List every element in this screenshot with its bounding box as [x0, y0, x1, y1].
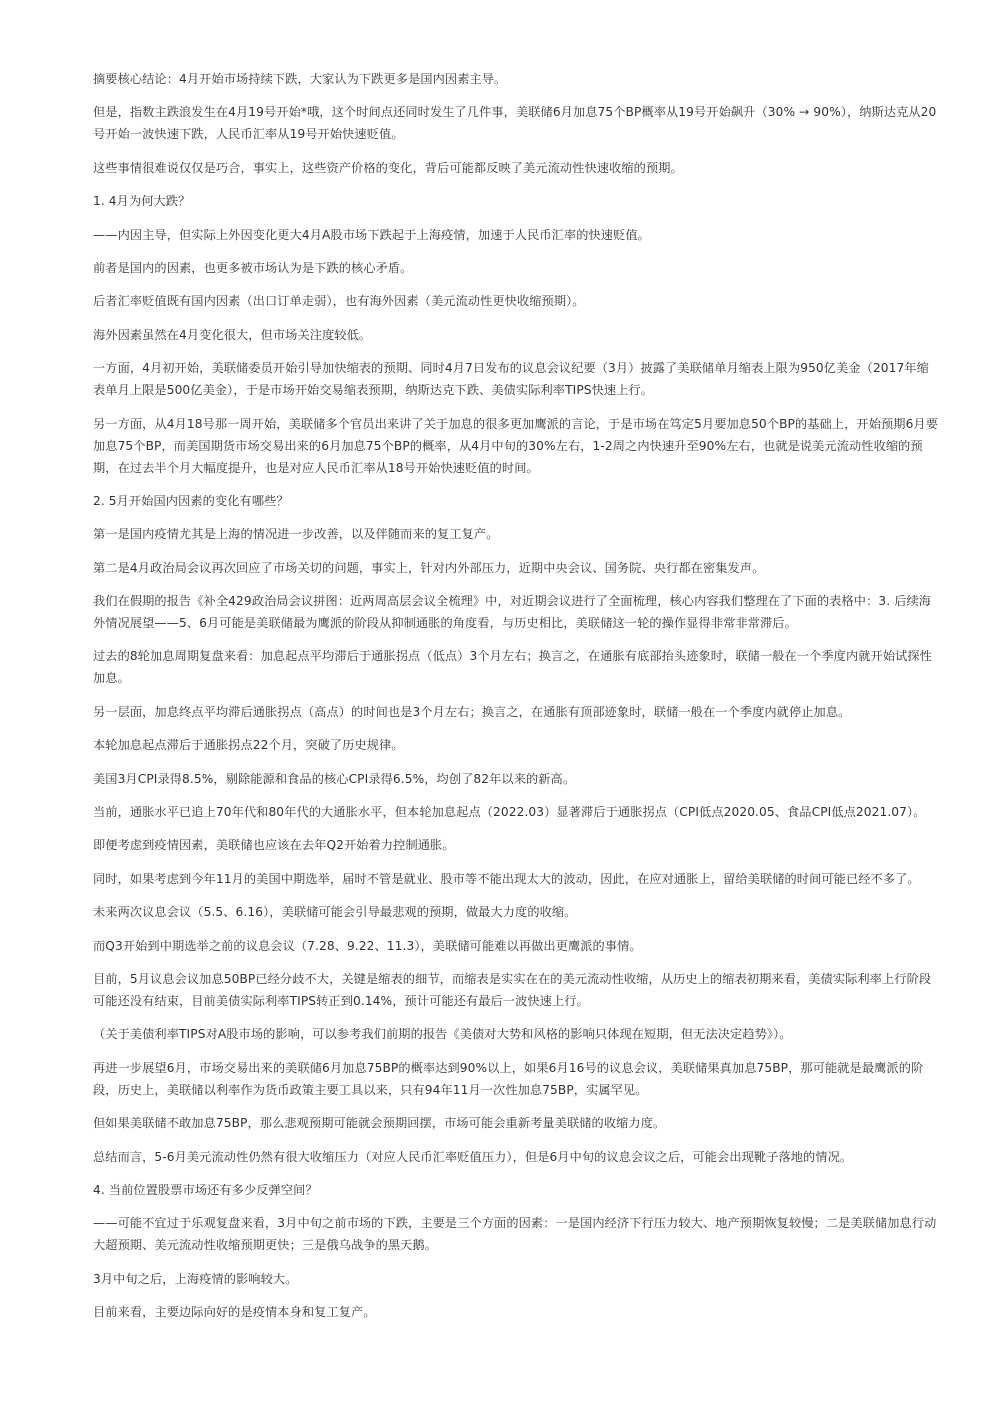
body-paragraph: 另一层面，加息终点平均滞后通胀拐点（高点）的时间也是3个月左右；换言之，在通胀有顶部迹象时，联储一般在一个季度内就停止加息。 — [93, 704, 851, 719]
body-paragraph: （关于美债利率TIPS对A股市场的影响，可以参考我们前期的报告《美债对大势和风格的影响只体现在短期，但无法决定趋势》）。 — [93, 1027, 792, 1042]
body-paragraph: 美国3月CPI录得8.5%，剔除能源和食品的核心CPI录得6.5%，均创了82年以来的新高。 — [93, 771, 576, 786]
body-paragraph: 本轮加息起点滞后于通胀拐点22个月，突破了历史规律。 — [93, 738, 404, 753]
body-paragraph: 第一是国内疫情尤其是上海的情况进一步改善，以及伴随而来的复工复产。 — [93, 527, 499, 542]
body-paragraph: 前者是国内的因素，也更多被市场认为是下跌的核心矛盾。 — [93, 260, 413, 275]
body-paragraph: 即便考虑到疫情因素，美联储也应该在去年Q2开始着力控制通胀。 — [93, 838, 455, 853]
body-paragraph: 当前，通胀水平已追上70年代和80年代的大通胀水平，但本轮加息起点（2022.03）显著滞后于通胀拐点（CPI低点2020.05、食品CPI低点2021.07）。 — [93, 805, 926, 820]
body-paragraph: 第二是4月政治局会议再次回应了市场关切的问题，事实上，针对内外部压力，近期中央会议、国务院、央行都在密集发声。 — [93, 560, 765, 575]
body-paragraph: 这些事情很难说仅仅是巧合，事实上，这些资产价格的变化，背后可能都反映了美元流动性快速收缩的预期。 — [93, 160, 683, 175]
section-heading-4: 4. 当前位置股票市场还有多少反弹空间？ — [93, 1182, 318, 1197]
body-paragraph: 总结而言，5-6月美元流动性仍然有很大收缩压力（对应人民币汇率贬值压力），但是6月中旬的议息会议之后，可能会出现靴子落地的情况。 — [93, 1149, 853, 1164]
body-paragraph: 后者汇率贬值既有国内因素（出口订单走弱），也有海外因素（美元流动性更快收缩预期）。 — [93, 294, 585, 309]
body-paragraph: 而Q3开始到中期选举之前的议息会议（7.28、9.22、11.3），美联储可能难以再做出更鹰派的事情。 — [93, 938, 642, 953]
body-paragraph: ——内因主导，但实际上外因变化更大4月A股市场下跌起于上海疫情，加速于人民币汇率的快速贬值。 — [93, 227, 650, 242]
body-paragraph: 一方面，4月初开始，美联储委员开始引导加快缩表的预期、同时4月7日发布的议息会议纪要（3月）披露了美联储单月缩表上限为950亿美金（2017年缩表单月上限是500亿美金），于是市场开始交易缩表预期，纳斯达克下跌、美债实际利率TIPS快速上行。 — [93, 361, 929, 398]
section-heading-1: 1. 4月为何大跌？ — [93, 194, 191, 209]
body-paragraph: 同时，如果考虑到今年11月的美国中期选举，届时不管是就业、股市等不能出现太大的波动，因此，在应对通胀上，留给美联储的时间可能已经不多了。 — [93, 871, 920, 886]
body-paragraph: 但是，指数主跌浪发生在4月19号开始*哦，这个时间点还同时发生了几件事，美联储6月加息75个BP概率从19号开始飙升（30% → 90%），纳斯达克从20号开始一波快速下跌，人民币汇率从19号开始快速贬值。 — [93, 105, 937, 142]
body-paragraph: 目前，5月议息会议加息50BP已经分歧不大，关键是缩表的细节，而缩表是实实在在的美元流动性收缩，从历史上的缩表初期来看，美债实际利率上行阶段可能还没有结束，目前美债实际利率TIPS转正到0.14%，预计可能还有最后一波快速上行。 — [93, 971, 932, 1008]
body-paragraph: 我们在假期的报告《补全429政治局会议拼图：近两周高层会议全梳理》中，对近期会议进行了全面梳理，核心内容我们整理在了下面的表格中：3. 后续海外情况展望——5、6月可能是美联储最为鹰派的阶段从抑制通胀的角度看，与历史相比，美联储这一轮的操作显得非常非常滞后。 — [93, 594, 932, 631]
summary-paragraph: 摘要核心结论：4月开始市场持续下跌，大家认为下跌更多是国内因素主导。 — [93, 72, 507, 86]
body-paragraph: 再进一步展望6月，市场交易出来的美联储6月加息75BP的概率达到90%以上，如果6月16号的议息会议，美联储果真加息75BP，那可能就是最鹰派的阶段，历史上，美联储以利率作为货币政策主要工具以来，只有94年11月一次性加息75BP，实属罕见。 — [93, 1060, 924, 1097]
body-paragraph: 3月中旬之后，上海疫情的影响较大。 — [93, 1271, 298, 1286]
body-paragraph: 另一方面，从4月18号那一周开始，美联储多个官员出来讲了关于加息的很多更加鹰派的言论，于是市场在笃定5月要加息50个BP的基础上，开始预期6月要加息75个BP，而美国期货市场交易出来的6月加息75个BP的概率，从4月中旬的30%左右，1-2周之内快速升至90%左右，也就是说美元流动性收缩的预期，在过去半个月大幅度提升，也是对应人民币汇率从18号开始快速贬值的时间。 — [93, 416, 938, 475]
body-paragraph: 未来两次议息会议（5.5、6.16），美联储可能会引导最悲观的预期，做最大力度的收缩。 — [93, 905, 577, 920]
body-paragraph: ——可能不宜过于乐观复盘来看，3月中旬之前市场的下跌，主要是三个方面的因素：一是国内经济下行压力较大、地产预期恢复较慢；二是美联储加息行动大超预期、美元流动性收缩预期更快；三是俄乌战争的黑天鹅。 — [93, 1216, 937, 1253]
body-paragraph: 海外因素虽然在4月变化很大，但市场关注度较低。 — [93, 327, 372, 342]
body-paragraph: 但如果美联储不敢加息75BP，那么悲观预期可能就会预期回摆，市场可能会重新考量美联储的收缩力度。 — [93, 1116, 666, 1131]
section-heading-2: 2. 5月开始国内因素的变化有哪些？ — [93, 493, 289, 508]
body-paragraph: 目前来看，主要边际向好的是疫情本身和复工复产。 — [93, 1305, 376, 1320]
body-paragraph: 过去的8轮加息周期复盘来看：加息起点平均滞后于通胀拐点（低点）3个月左右；换言之，在通胀有底部抬头迹象时，联储一般在一个季度内就开始试探性加息。 — [93, 649, 932, 686]
